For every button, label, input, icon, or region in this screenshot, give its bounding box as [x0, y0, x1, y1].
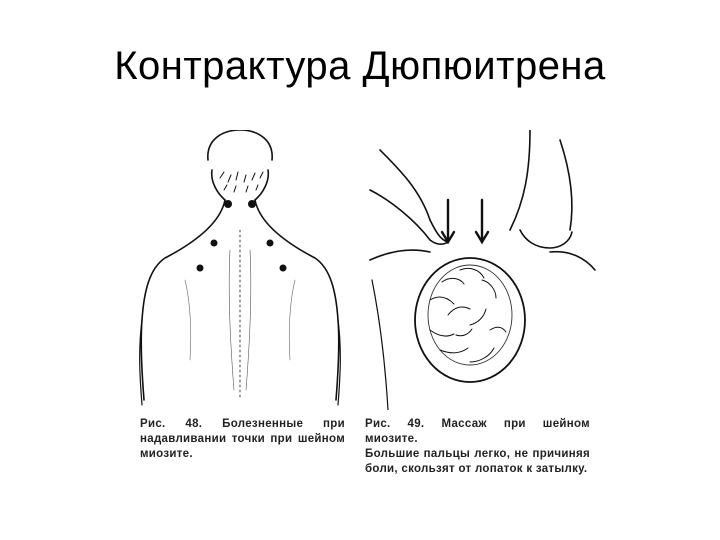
pain-point [280, 265, 287, 272]
back-figure [140, 130, 341, 405]
pain-point [197, 265, 204, 272]
illustration [130, 130, 600, 410]
figure-49-label: Рис. 49. [365, 418, 425, 430]
figure-49-caption-line1: Массаж при шейном миозите. [365, 418, 590, 445]
figure-48-caption: Болезненные при надавливании точки при шейном миозите. [140, 418, 345, 460]
caption-figure-49 [365, 417, 590, 477]
pain-point [248, 200, 256, 208]
pain-point [211, 240, 218, 247]
figure-49-caption-line2: Большие пальцы легко, не причиняя боли, скользят от лопаток к затылку. [365, 448, 590, 475]
caption-figure-48 [140, 417, 345, 462]
illustration-panel [130, 130, 600, 530]
slide-title: Контрактура Дюпюитрена [114, 44, 606, 88]
pain-points [197, 200, 287, 272]
pain-point [224, 200, 232, 208]
figure-48-label: Рис. 48. [140, 418, 203, 430]
massage-figure [370, 130, 595, 410]
pain-point [267, 240, 274, 247]
